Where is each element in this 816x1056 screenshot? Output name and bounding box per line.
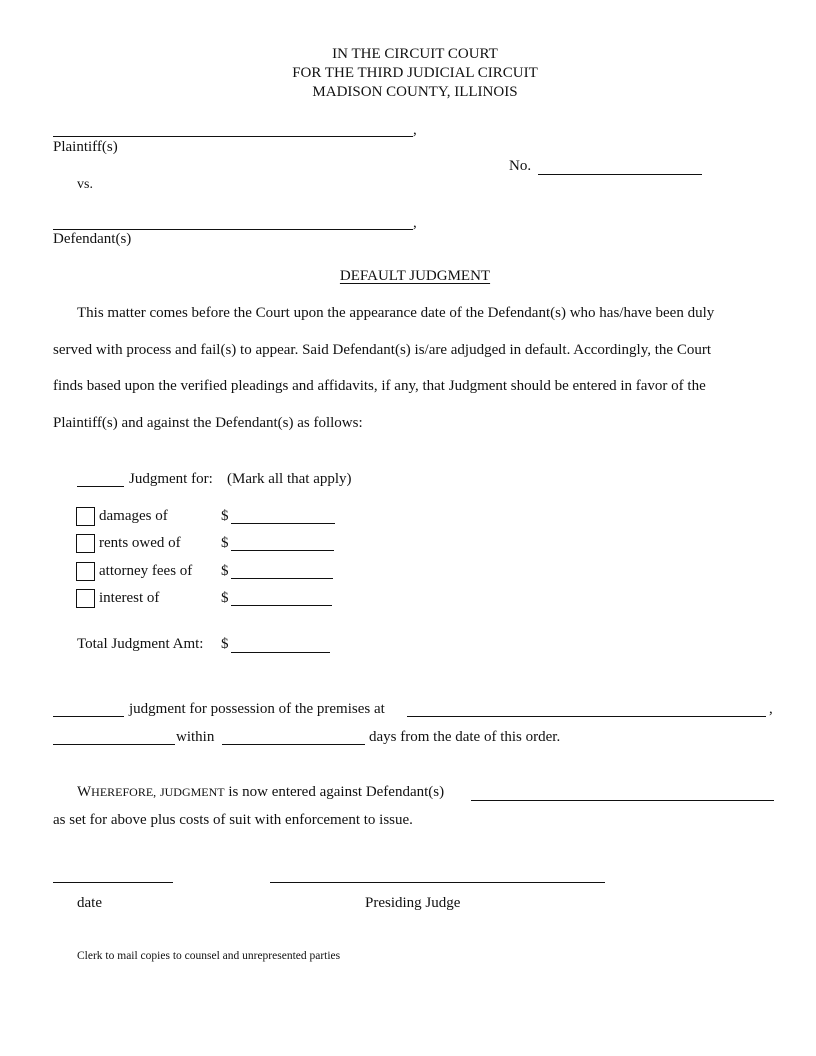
rents-amount-line[interactable] — [231, 550, 334, 551]
body-line-1: This matter comes before the Court upon the appearance date of the Defendant(s) who has/have been duly — [77, 305, 715, 321]
case-number-label: No. — [509, 158, 532, 174]
plaintiff-label: Plaintiff(s) — [53, 139, 118, 155]
judge-signature-line[interactable] — [270, 882, 605, 883]
case-number-line[interactable] — [538, 174, 702, 175]
defendant-name-line[interactable] — [53, 229, 413, 230]
possession-blank[interactable] — [53, 716, 124, 717]
versus-label: vs. — [77, 177, 93, 192]
total-currency: $ — [221, 636, 229, 652]
wherefore-clause — [77, 784, 444, 801]
clerk-note: Clerk to mail copies to counsel and unrepresented parties — [77, 950, 341, 962]
possession-party-line[interactable] — [53, 744, 175, 745]
judgment-for-note: (Mark all that apply) — [227, 471, 352, 487]
interest-amount-line[interactable] — [231, 605, 332, 606]
wherefore-initial: W — [77, 784, 92, 800]
judgment-for-label: Judgment for: — [129, 471, 213, 487]
damages-currency: $ — [221, 508, 229, 524]
wherefore-defendant-line[interactable] — [471, 800, 774, 801]
damages-checkbox[interactable] — [76, 507, 95, 526]
attorney-fees-label: attorney fees of — [99, 563, 193, 579]
defendant-comma: , — [413, 215, 417, 231]
defendant-label: Defendant(s) — [53, 231, 132, 247]
court-header-line-1: IN THE CIRCUIT COURT — [332, 46, 498, 62]
damages-label: damages of — [99, 508, 168, 524]
plaintiff-comma: , — [413, 122, 417, 138]
body-line-2: served with process and fail(s) to appear. Said Defendant(s) is/are adjudged in default. Accordingly, the Court — [53, 342, 711, 358]
court-header-line-2: FOR THE THIRD JUDICIAL CIRCUIT — [292, 65, 538, 81]
rents-label: rents owed of — [99, 535, 181, 551]
wherefore-text: is now entered against Defendant(s) — [228, 784, 445, 800]
court-header-line-3: MADISON COUNTY, ILLINOIS — [312, 84, 518, 100]
rents-currency: $ — [221, 535, 229, 551]
judge-label: Presiding Judge — [365, 895, 461, 911]
premises-address-line[interactable] — [407, 716, 766, 717]
judgment-for-blank[interactable] — [77, 486, 124, 487]
date-label: date — [77, 895, 102, 911]
attorney-fees-amount-line[interactable] — [231, 578, 333, 579]
wherefore-rest: HEREFORE, — [91, 785, 157, 799]
date-line[interactable] — [53, 882, 173, 883]
interest-label: interest of — [99, 590, 160, 606]
attorney-fees-checkbox[interactable] — [76, 562, 95, 581]
total-judgment-label: Total Judgment Amt: — [77, 636, 204, 652]
body-line-4: Plaintiff(s) and against the Defendant(s) as follows: — [53, 415, 363, 431]
plaintiff-name-line[interactable] — [53, 136, 413, 137]
days-count-line[interactable] — [222, 744, 365, 745]
rents-checkbox[interactable] — [76, 534, 95, 553]
document-title: DEFAULT JUDGMENT — [339, 268, 491, 284]
days-text: days from the date of this order. — [369, 729, 561, 745]
interest-checkbox[interactable] — [76, 589, 95, 608]
within-label: within — [176, 729, 215, 745]
body-line-3: finds based upon the verified pleadings and affidavits, if any, that Judgment should be entered in favor of the — [53, 378, 706, 394]
attorney-fees-currency: $ — [221, 563, 229, 579]
total-amount-line[interactable] — [231, 652, 330, 653]
interest-currency: $ — [221, 590, 229, 606]
possession-text: judgment for possession of the premises at — [129, 701, 385, 717]
wherefore-line-2: as set for above plus costs of suit with enforcement to issue. — [53, 812, 413, 828]
judgment-word: JUDGMENT — [159, 785, 225, 799]
damages-amount-line[interactable] — [231, 523, 335, 524]
possession-comma: , — [769, 701, 773, 717]
